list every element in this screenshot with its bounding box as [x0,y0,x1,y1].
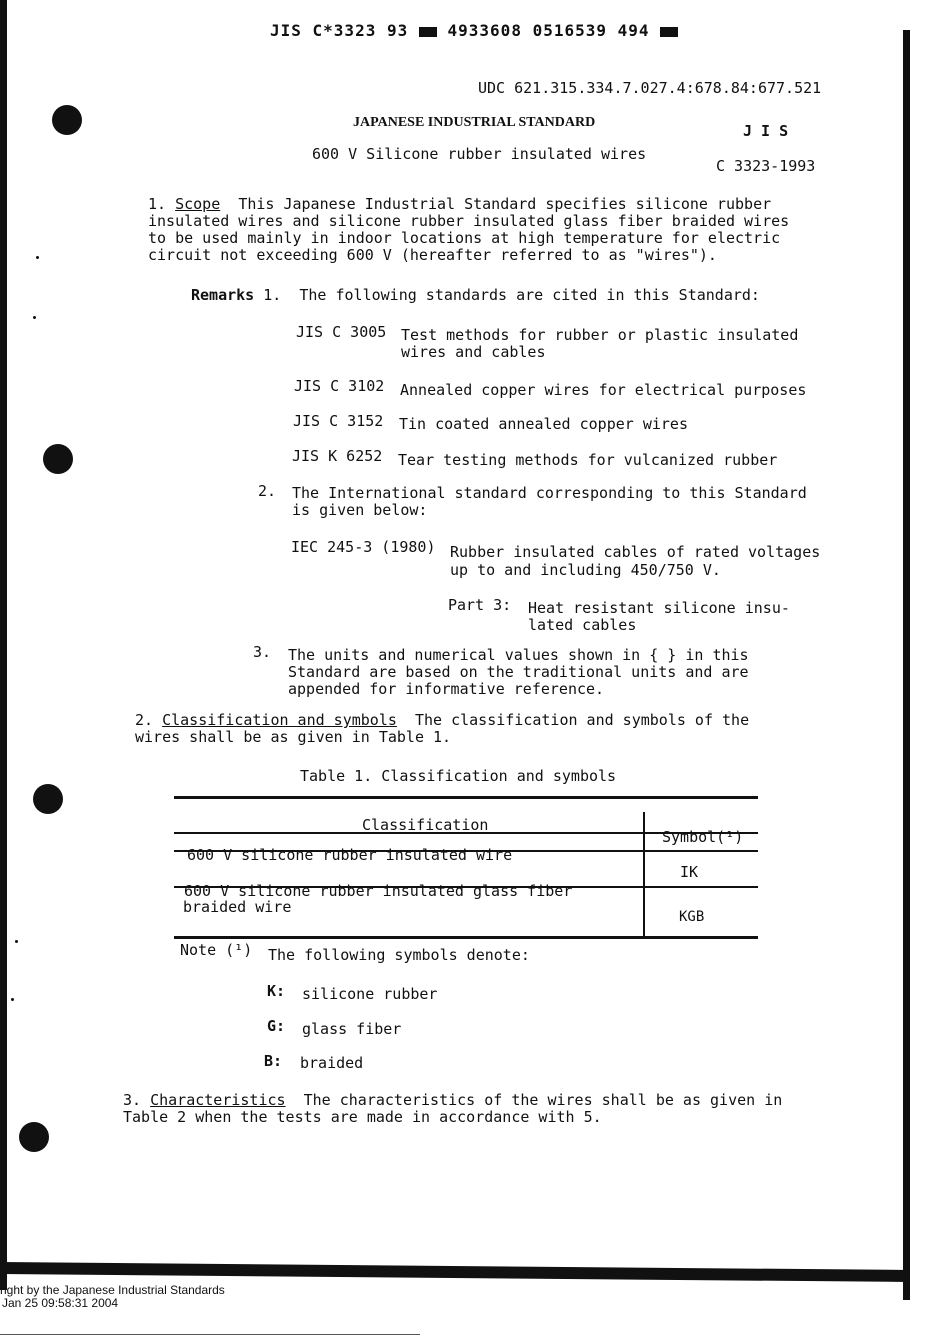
remarks-text: The International standard corresponding to this Standard [292,484,807,502]
stamp-numbers: 4933608 0516539 494 [447,21,650,40]
udc-code: UDC 621.315.334.7.027.4:678.84:677.521 [478,79,822,97]
characteristics-text: The characteristics of the wires shall be as given in [303,1091,783,1109]
header-stamp [270,22,678,39]
part-label: Part 3: [448,596,512,614]
table-caption: Table 1. Classification and symbols [300,767,617,785]
jis-label: J I S [743,122,789,140]
cited-code: JIS K 6252 [292,447,383,465]
note-symbol-meaning: glass fiber [302,1020,402,1038]
classification-number: 2. [135,711,154,729]
remarks-number: 1. [263,286,282,304]
note-label: Note (¹) [180,941,253,959]
redaction-block-icon [660,27,678,37]
scope-line: to be used mainly in indoor locations at high temperature for electric [148,229,781,247]
cited-title: Test methods for rubber or plastic insulated [401,326,799,344]
scan-left-border [0,0,7,1290]
scope-line: circuit not exceeding 600 V (hereafter referred to as "wires"). [148,246,717,264]
part-title: lated cables [528,616,637,634]
part-title: Heat resistant silicone insu- [528,599,790,617]
characteristics-section [123,1092,782,1109]
doc-title: 600 V Silicone rubber insulated wires [312,145,647,163]
scope-section [148,196,771,213]
table-cell-classification: 600 V silicone rubber insulated wire [187,846,513,864]
standard-org: JAPANESE INDUSTRIAL STANDARD [353,115,596,130]
doc-number: C 3323-1993 [716,157,816,175]
cited-title: Tear testing methods for vulcanized rubber [398,451,778,469]
table-cell-classification: braided wire [183,898,292,916]
scan-right-border [903,30,910,1300]
cited-title: wires and cables [401,343,546,361]
punch-hole-icon [52,105,82,135]
scope-line: insulated wires and silicone rubber insulated glass fiber braided wires [148,212,790,230]
remarks-text: appended for informative reference. [288,680,605,698]
punch-hole-icon [19,1122,49,1152]
remarks-label: Remarks [191,286,255,304]
characteristics-text: Table 2 when the tests are made in accordance with 5. [123,1108,602,1126]
characteristics-number: 3. [123,1091,142,1109]
scope-line: This Japanese Industrial Standard specifies silicone rubber [238,195,772,213]
redaction-block-icon [419,27,437,37]
remarks-text: The following standards are cited in this Standard: [299,286,760,304]
cited-code: JIS C 3152 [293,412,384,430]
footer-rule [0,1334,420,1335]
footer-timestamp: Jan 25 09:58:31 2004 [2,1296,119,1310]
cited-code: JIS C 3102 [294,377,385,395]
cited-code: JIS C 3005 [296,323,387,341]
table-cell-classification: 600 V silicone rubber insulated glass fiber [184,882,573,900]
remarks-item-1 [191,287,760,304]
stamp-prefix: JIS C*3323 93 [270,21,409,40]
scan-speck [33,316,36,319]
table-header-classification: Classification [362,816,489,834]
classification-heading: Classification and symbols [162,711,397,729]
scan-speck [36,256,39,259]
classification-text: The classification and symbols of the [414,711,750,729]
cited-title: Tin coated annealed copper wires [399,415,688,433]
cited-title: Annealed copper wires for electrical purposes [400,381,807,399]
remarks-number: 3. [253,643,272,661]
remarks-text: is given below: [292,501,428,519]
classification-text: wires shall be as given in Table 1. [135,728,452,746]
iec-code: IEC 245-3 (1980) [291,538,436,556]
note-symbol-key: K: [267,982,286,1000]
table-divider [643,812,645,938]
note-symbol-key: G: [267,1017,286,1035]
scan-bottom-bar [0,1262,910,1282]
classification-section [135,712,749,729]
footer-copyright: right by the Japanese Industrial Standards [0,1283,225,1297]
iec-title: Rubber insulated cables of rated voltages [450,543,821,561]
table-cell-symbol: KGB [679,909,705,925]
note-symbol-meaning: braided [300,1054,364,1072]
note-symbol-meaning: silicone rubber [302,985,438,1003]
remarks-number: 2. [258,482,277,500]
characteristics-heading: Characteristics [150,1091,286,1109]
scope-heading: Scope [175,195,221,213]
table-header-symbol: Symbol(¹) [662,828,744,846]
table-rule [174,796,758,799]
scan-speck [15,940,18,943]
punch-hole-icon [33,784,63,814]
table-cell-symbol: IK [680,863,699,881]
note-symbol-key: B: [264,1052,283,1070]
remarks-text: The units and numerical values shown in { } in this [288,646,749,664]
scan-speck [11,998,14,1001]
scope-number: 1. [148,195,167,213]
iec-title: up to and including 450/750 V. [450,561,721,579]
table-rule [174,936,758,939]
remarks-text: Standard are based on the traditional units and are [288,663,749,681]
punch-hole-icon [43,444,73,474]
note-text: The following symbols denote: [268,946,530,964]
